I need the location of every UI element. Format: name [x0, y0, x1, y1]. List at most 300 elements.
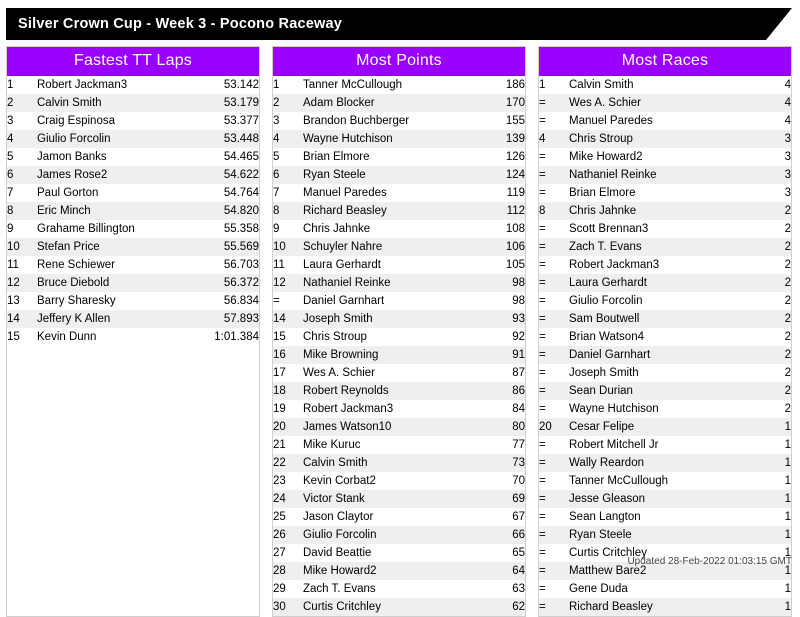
row-driver-name: Laura Gerhardt	[569, 274, 739, 292]
row-position: =	[539, 346, 569, 364]
row-driver-name: Jesse Gleason	[569, 490, 739, 508]
row-position: 4	[7, 130, 37, 148]
row-driver-name: Brian Watson4	[569, 331, 644, 343]
row-position: 24	[273, 490, 303, 508]
table-row	[539, 364, 791, 382]
table-row	[273, 562, 525, 580]
table-row	[273, 580, 525, 598]
table-row	[273, 256, 525, 274]
row-value: 139	[473, 130, 525, 148]
row-value: 1	[739, 490, 791, 508]
table-row	[539, 418, 791, 436]
row-position: 1	[273, 79, 280, 91]
row-position: 28	[273, 562, 303, 580]
row-position: =	[539, 382, 569, 400]
row-value: 73	[473, 454, 525, 472]
row-value: 1	[739, 598, 791, 616]
row-driver-name: Manuel Paredes	[569, 115, 653, 127]
row-position: 8	[273, 202, 303, 220]
row-value: 87	[512, 367, 525, 379]
row-position: =	[539, 547, 546, 559]
page-title: Silver Crown Cup - Week 3 - Pocono Raceway	[18, 16, 342, 32]
row-position: 2	[7, 94, 37, 112]
row-value: 93	[473, 310, 525, 328]
table-row	[539, 454, 791, 472]
most-points-table	[273, 76, 525, 616]
table-row	[7, 292, 259, 310]
row-driver-name: Scott Brennan3	[569, 223, 649, 235]
row-driver-name: Bruce Diebold	[37, 274, 207, 292]
table-row	[273, 508, 525, 526]
row-position: 29	[273, 583, 286, 595]
table-row	[273, 598, 525, 616]
row-value: 112	[473, 202, 525, 220]
fastest-tt-laps-table	[7, 76, 259, 346]
table-row	[539, 526, 791, 544]
row-position: 27	[273, 547, 286, 559]
row-value: 2	[739, 310, 791, 328]
table-row	[273, 526, 525, 544]
row-value: 2	[739, 346, 791, 364]
row-position: 2	[273, 94, 303, 112]
row-driver-name: Mike Kuruc	[303, 439, 361, 451]
table-row	[273, 166, 525, 184]
row-position: 6	[7, 166, 37, 184]
row-driver-name: Wes A. Schier	[303, 367, 376, 379]
row-value: 1:01.384	[214, 331, 259, 343]
row-driver-name: Matthew Bare2	[569, 562, 739, 580]
row-value: 86	[473, 382, 525, 400]
row-value: 2	[739, 382, 791, 400]
row-driver-name: Barry Sharesky	[37, 295, 116, 307]
row-value: 63	[512, 583, 525, 595]
table-row	[273, 148, 525, 166]
row-value: 1	[784, 547, 791, 559]
table-row	[539, 472, 791, 490]
row-position: 1	[7, 79, 14, 91]
table-row	[273, 436, 525, 454]
row-position: 8	[539, 202, 569, 220]
row-position: 3	[273, 115, 280, 127]
table-row	[273, 202, 525, 220]
row-position: =	[539, 259, 546, 271]
row-value: 3	[739, 130, 791, 148]
table-row	[273, 238, 525, 256]
table-row	[539, 598, 791, 616]
row-value: 55.358	[223, 223, 259, 235]
row-value: 124	[473, 166, 525, 184]
row-position: 7	[7, 187, 14, 199]
row-position: 30	[273, 598, 303, 616]
panel-title: Fastest TT Laps	[7, 47, 259, 76]
row-driver-name: Ryan Steele	[303, 166, 473, 184]
table-row	[273, 274, 525, 292]
row-driver-name: Giulio Forcolin	[303, 526, 473, 544]
table-row	[7, 76, 259, 94]
row-position: =	[539, 562, 569, 580]
table-row	[273, 472, 525, 490]
row-driver-name: Cesar Felipe	[569, 418, 739, 436]
row-driver-name: James Watson10	[303, 418, 473, 436]
table-row	[539, 148, 791, 166]
row-value: 56.372	[207, 274, 259, 292]
row-driver-name: Giulio Forcolin	[569, 295, 643, 307]
table-row	[539, 76, 791, 94]
table-row	[539, 202, 791, 220]
row-position: =	[273, 295, 280, 307]
most-races-table	[539, 76, 791, 616]
row-driver-name: Zach T. Evans	[303, 583, 376, 595]
row-value: 98	[473, 274, 525, 292]
row-value: 1	[739, 454, 791, 472]
table-row	[539, 382, 791, 400]
row-driver-name: Nathaniel Reinke	[569, 166, 739, 184]
panel-title: Most Points	[273, 47, 525, 76]
row-position: =	[539, 331, 546, 343]
row-value: 1	[739, 418, 791, 436]
table-row	[273, 490, 525, 508]
row-position: 25	[273, 511, 286, 523]
row-driver-name: Sean Langton	[569, 511, 641, 523]
row-value: 1	[784, 475, 791, 487]
row-driver-name: David Beattie	[303, 547, 372, 559]
row-value: 65	[512, 547, 525, 559]
row-driver-name: James Rose2	[37, 166, 207, 184]
row-position: 20	[273, 418, 303, 436]
row-position: 23	[273, 475, 286, 487]
row-value: 126	[505, 151, 525, 163]
banner-corner-shape	[766, 8, 792, 40]
row-driver-name: Robert Jackman3	[303, 403, 394, 415]
row-driver-name: Calvin Smith	[303, 454, 473, 472]
table-row	[539, 508, 791, 526]
row-position: 9	[7, 223, 14, 235]
table-row	[539, 238, 791, 256]
row-driver-name: Sean Durian	[569, 382, 739, 400]
row-driver-name: Robert Jackman3	[569, 259, 660, 271]
row-position: 22	[273, 454, 303, 472]
row-driver-name: Daniel Garnhart	[569, 346, 739, 364]
table-row	[539, 94, 791, 112]
row-driver-name: Robert Mitchell Jr	[569, 439, 659, 451]
row-driver-name: Schuyler Nahre	[303, 238, 473, 256]
row-value: 2	[784, 367, 791, 379]
row-position: 13	[7, 295, 20, 307]
row-value: 56.703	[223, 259, 259, 271]
row-position: 6	[273, 166, 303, 184]
row-value: 92	[512, 331, 525, 343]
table-row	[7, 220, 259, 238]
row-driver-name: Ryan Steele	[569, 526, 739, 544]
table-row	[7, 166, 259, 184]
table-row	[273, 76, 525, 94]
most-points-rows	[273, 76, 525, 616]
row-position: =	[539, 238, 569, 256]
row-driver-name: Grahame Billington	[37, 223, 135, 235]
row-value: 91	[473, 346, 525, 364]
row-position: =	[539, 151, 546, 163]
row-value: 2	[784, 331, 791, 343]
row-driver-name: Richard Beasley	[569, 598, 739, 616]
row-driver-name: Wayne Hutchison	[303, 130, 473, 148]
row-driver-name: Tanner McCullough	[303, 79, 403, 91]
table-row	[539, 292, 791, 310]
row-position: 4	[273, 130, 303, 148]
row-position: =	[539, 454, 569, 472]
row-position: 1	[539, 79, 546, 91]
row-position: 15	[7, 331, 20, 343]
table-row	[273, 292, 525, 310]
row-value: 54.465	[223, 151, 259, 163]
row-driver-name: Adam Blocker	[303, 94, 473, 112]
title-banner	[6, 8, 792, 40]
row-value: 186	[505, 79, 525, 91]
row-value: 69	[473, 490, 525, 508]
table-row	[273, 418, 525, 436]
table-row	[539, 274, 791, 292]
table-row	[539, 184, 791, 202]
updated-timestamp: Updated 28-Feb-2022 01:03:15 GMT	[627, 556, 792, 567]
table-row	[273, 454, 525, 472]
row-driver-name: Joseph Smith	[569, 367, 639, 379]
table-row	[539, 346, 791, 364]
row-position: =	[539, 223, 546, 235]
row-position: 7	[273, 187, 280, 199]
table-row	[273, 220, 525, 238]
row-position: =	[539, 583, 546, 595]
row-position: =	[539, 166, 569, 184]
row-value: 2	[784, 259, 791, 271]
row-value: 2	[739, 202, 791, 220]
row-value: 105	[505, 259, 525, 271]
table-row	[539, 256, 791, 274]
row-driver-name: Wayne Hutchison	[569, 403, 659, 415]
row-position: 21	[273, 439, 286, 451]
table-row	[7, 148, 259, 166]
row-value: 84	[512, 403, 525, 415]
row-driver-name: Robert Reynolds	[303, 382, 473, 400]
row-position: 15	[273, 331, 286, 343]
row-driver-name: Joseph Smith	[303, 310, 473, 328]
row-position: 4	[539, 130, 569, 148]
row-value: 1	[784, 511, 791, 523]
panels-container	[6, 46, 794, 617]
row-position: =	[539, 475, 546, 487]
row-driver-name: Chris Jahnke	[569, 202, 739, 220]
row-value: 53.179	[207, 94, 259, 112]
row-position: =	[539, 403, 546, 415]
table-row	[273, 310, 525, 328]
table-row	[7, 202, 259, 220]
row-driver-name: Chris Stroup	[569, 130, 739, 148]
row-driver-name: Sam Boutwell	[569, 310, 739, 328]
row-driver-name: Rene Schiewer	[37, 259, 115, 271]
row-driver-name: Laura Gerhardt	[303, 259, 381, 271]
row-driver-name: Richard Beasley	[303, 202, 473, 220]
row-driver-name: Paul Gorton	[37, 187, 99, 199]
table-row	[273, 400, 525, 418]
row-value: 4	[784, 79, 791, 91]
row-position: =	[539, 187, 546, 199]
row-position: =	[539, 439, 546, 451]
panel-title: Most Races	[539, 47, 791, 76]
row-position: 10	[7, 238, 37, 256]
row-driver-name: Manuel Paredes	[303, 187, 387, 199]
table-row	[273, 364, 525, 382]
row-position: =	[539, 511, 546, 523]
row-driver-name: Daniel Garnhart	[303, 295, 385, 307]
row-value: 70	[512, 475, 525, 487]
table-row	[539, 328, 791, 346]
row-value: 53.377	[223, 115, 259, 127]
row-driver-name: Wes A. Schier	[569, 94, 739, 112]
row-driver-name: Chris Jahnke	[303, 223, 371, 235]
row-value: 56.834	[223, 295, 259, 307]
row-position: 12	[273, 274, 303, 292]
table-row	[539, 310, 791, 328]
table-row	[7, 94, 259, 112]
row-value: 119	[506, 187, 525, 199]
table-row	[539, 436, 791, 454]
row-value: 3	[784, 187, 791, 199]
row-value: 1	[784, 439, 791, 451]
row-value: 53.142	[223, 79, 259, 91]
row-position: 5	[7, 151, 14, 163]
panel-fastest-tt-laps	[6, 46, 260, 617]
row-value: 155	[505, 115, 525, 127]
row-driver-name: Jason Claytor	[303, 511, 374, 523]
table-row	[539, 166, 791, 184]
row-position: =	[539, 94, 569, 112]
row-driver-name: Nathaniel Reinke	[303, 274, 473, 292]
row-driver-name: Jamon Banks	[37, 151, 107, 163]
row-value: 3	[784, 151, 791, 163]
row-driver-name: Mike Browning	[303, 346, 473, 364]
row-value: 2	[784, 223, 791, 235]
row-position: 14	[273, 310, 303, 328]
row-position: 20	[539, 418, 569, 436]
most-races-rows	[539, 76, 791, 616]
row-position: 9	[273, 223, 280, 235]
table-row	[273, 112, 525, 130]
row-position: =	[539, 295, 546, 307]
row-position: =	[539, 310, 569, 328]
row-position: 5	[273, 151, 280, 163]
row-position: 12	[7, 274, 37, 292]
row-position: =	[539, 490, 569, 508]
row-driver-name: Eric Minch	[37, 202, 207, 220]
fastest-tt-laps-rows	[7, 76, 259, 346]
row-value: 54.622	[207, 166, 259, 184]
table-row	[7, 328, 259, 346]
table-row	[273, 184, 525, 202]
row-position: 14	[7, 310, 37, 328]
row-driver-name: Calvin Smith	[37, 94, 207, 112]
row-driver-name: Victor Stank	[303, 490, 473, 508]
panel-most-points	[272, 46, 526, 617]
row-value: 106	[473, 238, 525, 256]
table-row	[7, 256, 259, 274]
row-driver-name: Gene Duda	[569, 583, 628, 595]
table-row	[539, 220, 791, 238]
row-value: 1	[784, 583, 791, 595]
row-driver-name: Zach T. Evans	[569, 238, 739, 256]
row-driver-name: Curtis Critchley	[303, 598, 473, 616]
table-row	[7, 112, 259, 130]
row-position: 11	[273, 259, 285, 271]
row-value: 77	[512, 439, 525, 451]
row-driver-name: Robert Jackman3	[37, 79, 128, 91]
table-row	[539, 112, 791, 130]
row-position: =	[539, 367, 546, 379]
row-value: 57.893	[207, 310, 259, 328]
row-value: 170	[473, 94, 525, 112]
row-driver-name: Mike Howard2	[569, 151, 643, 163]
row-position: 8	[7, 202, 37, 220]
table-row	[7, 184, 259, 202]
row-value: 55.569	[207, 238, 259, 256]
row-position: =	[539, 598, 569, 616]
row-value: 1	[739, 526, 791, 544]
row-value: 2	[784, 295, 791, 307]
row-driver-name: Kevin Dunn	[37, 331, 97, 343]
row-driver-name: Tanner McCullough	[569, 475, 669, 487]
table-row	[539, 400, 791, 418]
row-value: 2	[739, 238, 791, 256]
row-driver-name: Brandon Buchberger	[303, 115, 410, 127]
table-row	[273, 130, 525, 148]
table-row	[539, 130, 791, 148]
row-driver-name: Chris Stroup	[303, 331, 367, 343]
row-position: =	[539, 526, 569, 544]
table-row	[273, 328, 525, 346]
row-driver-name: Curtis Critchley	[569, 547, 647, 559]
row-position: =	[539, 115, 546, 127]
row-value: 2	[739, 274, 791, 292]
table-row	[7, 310, 259, 328]
row-position: =	[539, 274, 569, 292]
row-driver-name: Mike Howard2	[303, 562, 473, 580]
table-row	[273, 544, 525, 562]
row-position: 17	[273, 367, 286, 379]
row-position: 19	[273, 403, 286, 415]
row-value: 64	[473, 562, 525, 580]
row-value: 98	[512, 295, 525, 307]
row-value: 80	[473, 418, 525, 436]
row-position: 18	[273, 382, 303, 400]
row-driver-name: Craig Espinosa	[37, 115, 115, 127]
table-row	[7, 130, 259, 148]
row-value: 67	[512, 511, 525, 523]
row-value: 1	[739, 562, 791, 580]
row-position: 11	[7, 259, 19, 271]
row-value: 108	[505, 223, 525, 235]
table-row	[539, 580, 791, 598]
row-position: 16	[273, 346, 303, 364]
panel-most-races	[538, 46, 792, 617]
table-row	[539, 490, 791, 508]
row-value: 4	[739, 94, 791, 112]
row-position: 3	[7, 115, 14, 127]
row-driver-name: Stefan Price	[37, 238, 207, 256]
row-value: 3	[739, 166, 791, 184]
row-value: 4	[784, 115, 791, 127]
row-driver-name: Giulio Forcolin	[37, 130, 207, 148]
row-value: 53.448	[207, 130, 259, 148]
row-driver-name: Brian Elmore	[303, 151, 370, 163]
row-driver-name: Jeffery K Allen	[37, 310, 207, 328]
row-position: 10	[273, 238, 303, 256]
